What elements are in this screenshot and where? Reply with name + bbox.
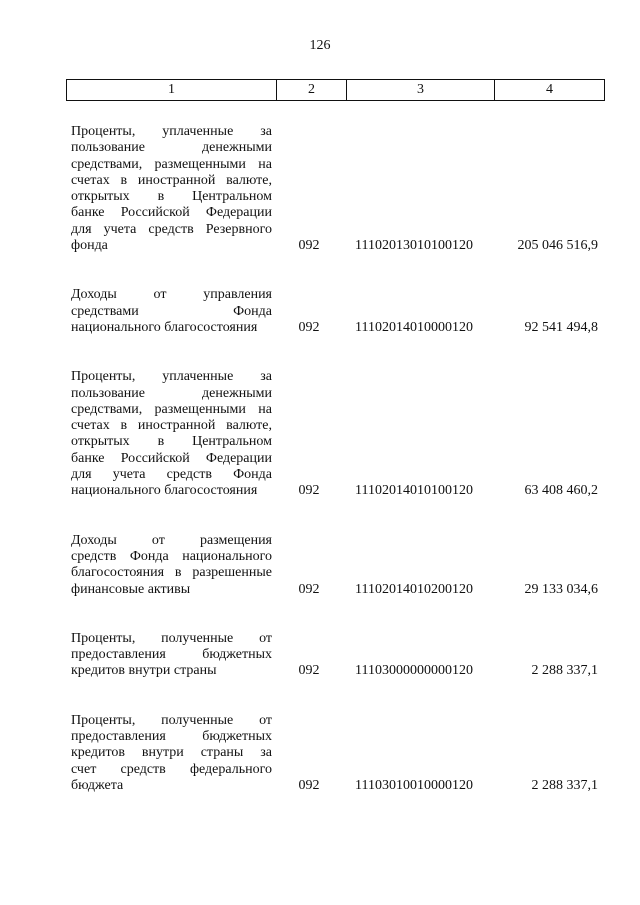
description-line: благосостояния в разрешенные <box>71 565 272 581</box>
table-row <box>0 631 640 680</box>
amount-value: 29 133 034,6 <box>524 581 598 597</box>
description-line: средствами, размещенными на <box>71 156 272 172</box>
description-line: для учета средств Фонда <box>71 467 272 483</box>
description-line: национального благосостояния <box>71 483 258 499</box>
description-line: предоставления бюджетных <box>71 729 272 745</box>
budget-classification-code: 11103000000000120 <box>355 663 473 679</box>
description-line: средств Фонда национального <box>71 548 272 564</box>
description-line: Доходы от размещения <box>71 532 272 548</box>
description-line: счетах в иностранной валюте, <box>71 418 272 434</box>
column-header-2: 2 <box>277 80 347 101</box>
admin-code: 092 <box>298 581 320 597</box>
description-line: Проценты, полученные от <box>71 630 272 646</box>
description-line: средствами Фонда <box>71 303 272 319</box>
column-header-table <box>66 79 605 101</box>
description-line: Проценты, уплаченные за <box>71 124 272 139</box>
description-line: Проценты, уплаченные за <box>71 369 272 385</box>
description-line: национального благосостояния <box>71 319 258 335</box>
column-header-1: 1 <box>67 80 277 101</box>
budget-classification-code: 11102014010000120 <box>355 319 473 335</box>
table-row <box>0 713 640 795</box>
amount-value: 92 541 494,8 <box>524 319 598 335</box>
description-line: банке Российской Федерации <box>71 450 272 466</box>
column-header-3: 3 <box>347 80 495 101</box>
description-line: счетах в иностранной валюте, <box>71 172 272 188</box>
table-row <box>0 533 640 598</box>
description-line: пользование денежными <box>71 385 272 401</box>
amount-value: 63 408 460,2 <box>524 483 598 499</box>
description-line: открытых в Центральном <box>71 434 272 450</box>
description-line: пользование денежными <box>71 140 272 156</box>
amount-value: 2 288 337,1 <box>531 663 598 679</box>
row-description <box>71 287 272 336</box>
description-line: бюджета <box>71 777 124 793</box>
description-line: Проценты, полученные от <box>71 712 272 728</box>
budget-classification-code: 11103010010000120 <box>355 777 473 793</box>
admin-code: 092 <box>298 319 320 335</box>
description-line: кредитов внутри страны за <box>71 745 272 761</box>
amount-value: 2 288 337,1 <box>531 777 598 793</box>
admin-code: 092 <box>298 238 320 254</box>
row-description <box>71 124 272 254</box>
description-line: счет средств федерального <box>71 761 272 777</box>
column-header-4: 4 <box>495 80 605 101</box>
budget-classification-code: 11102014010200120 <box>355 581 473 597</box>
budget-classification-code: 11102014010100120 <box>355 483 473 499</box>
description-line: кредитов внутри страны <box>71 663 217 679</box>
description-line: средствами, размещенными на <box>71 401 272 417</box>
description-line: банке Российской Федерации <box>71 205 272 221</box>
description-line: открытых в Центральном <box>71 189 272 205</box>
description-line: финансовые активы <box>71 581 191 597</box>
description-line: для учета средств Резервного <box>71 221 272 237</box>
row-description <box>71 713 272 794</box>
page-number: 126 <box>309 38 331 53</box>
table-row <box>0 287 640 336</box>
admin-code: 092 <box>298 483 320 499</box>
admin-code: 092 <box>298 777 320 793</box>
row-description <box>71 631 272 680</box>
row-description <box>71 533 272 598</box>
budget-classification-code: 11102013010100120 <box>355 238 473 254</box>
admin-code: 092 <box>298 663 320 679</box>
row-description <box>71 369 272 499</box>
table-row <box>0 124 640 254</box>
table-row <box>0 369 640 499</box>
amount-value: 205 046 516,9 <box>517 238 598 254</box>
description-line: предоставления бюджетных <box>71 647 272 663</box>
description-line: фонда <box>71 238 108 254</box>
description-line: Доходы от управления <box>71 287 272 303</box>
